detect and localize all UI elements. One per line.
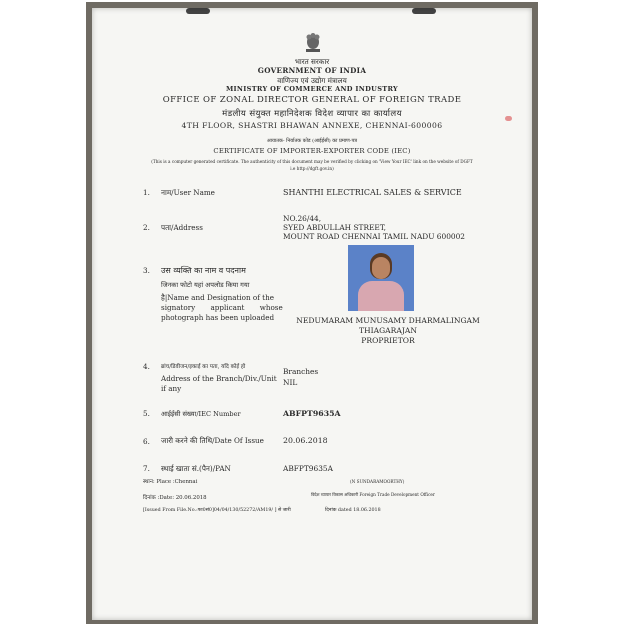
ministry-title: MINISTRY OF COMMERCE AND INDUSTRY (225, 85, 399, 93)
row-number: 2. (143, 223, 150, 232)
address-line: NO.26/44, (283, 214, 322, 223)
hindi-ministry: वाणिज्य एवं उद्योग मंत्रालय (277, 76, 347, 85)
row-label: if any (161, 384, 182, 393)
clip-right-icon (412, 8, 436, 14)
row-label: signatory applicant whose (161, 303, 283, 312)
row-number: 7. (143, 464, 150, 473)
row-label: आईईसी संख्या/IEC Number (161, 410, 241, 418)
applicant-photo (348, 245, 414, 311)
officer-name: (N SUNDARAMOORTHY) (350, 479, 405, 484)
signatory-designation: PROPRIETOR (361, 336, 415, 345)
issued-from: [Issued From File.No.:फा0सं0]04/04/130/52272/AM19/ ] से जारी (143, 508, 291, 513)
row-number: 5. (143, 409, 150, 418)
signatory-name-2: THIAGARAJAN (358, 326, 418, 335)
clip-left-icon (186, 8, 210, 14)
row-number: 6. (143, 437, 150, 446)
row-label: Address of the Branch/Div./Unit (161, 374, 277, 383)
office-address: 4TH FLOOR, SHASTRI BHAWAN ANNEXE, CHENNAI-600006 (181, 121, 443, 130)
iec-number-value: ABFPT9635A (283, 409, 341, 418)
row-label: जारी करने की तिथि/Date Of Issue (161, 436, 264, 445)
government-title: GOVERNMENT OF INDIA (257, 66, 367, 75)
row-label: photograph has been uploaded (161, 313, 275, 322)
row-label: पता/Address (161, 223, 203, 232)
row-label: ब्रांच/डिवीजन/इकाई का पता, यदि कोई हो (161, 364, 246, 370)
place: स्थान: Place :Chennai (143, 479, 198, 485)
user-name-value: SHANTHI ELECTRICAL SALES & SERVICE (283, 188, 462, 197)
row-label: उस व्यक्ति का नाम व पदनाम (161, 266, 246, 275)
date: दिनांक :Date: 20.06.2018 (143, 495, 207, 501)
date-of-issue-value: 20.06.2018 (283, 436, 328, 445)
verification-note-1: (This is a computer generated certificate. The authenticity of this document may be verified by clicking on 'View Your IEC' link on the website of DGFT (151, 159, 473, 164)
row-number: 4. (143, 362, 150, 371)
branches-value: NIL (283, 378, 298, 387)
address-line: SYED ABDULLAH STREET, (283, 223, 387, 232)
hindi-government: भारत सरकार (294, 57, 330, 66)
row-number: 1. (143, 188, 150, 197)
row-label: स्थाई खाता सं.(पैन)/PAN (161, 464, 231, 473)
officer-title: विदेश व्यापार विकास अधिकारी Foreign Trade Development Officer (311, 492, 435, 497)
certificate-title: CERTIFICATE OF IMPORTER-EXPORTER CODE (IEC) (213, 147, 411, 155)
branches-label: Branches (283, 367, 319, 376)
hindi-cert-title: आयातक- निर्यातक कोड (आईईसी) का प्रमाण-पत्र (266, 138, 358, 144)
verification-note-2: i.e http://dgft.gov.in) (290, 166, 334, 171)
pan-value: ABFPT9635A (283, 464, 333, 473)
issued-date: दिनांक dated 18.06.2018 (325, 508, 381, 513)
address-line: MOUNT ROAD CHENNAI TAMIL NADU 600002 (283, 232, 465, 241)
row-number: 3. (143, 266, 150, 275)
hindi-office: मंडलीय संयुक्त महानिदेशक विदेश व्यापार का कार्यालय (222, 109, 402, 119)
signatory-name: NEDUMARAM MUNUSAMY DHARMALINGAM (296, 316, 480, 325)
row-label: है|Name and Designation of the (161, 293, 274, 302)
row-label: जिनका फोटो यहां अपलोड किया गया (161, 281, 250, 289)
office-title: OFFICE OF ZONAL DIRECTOR GENERAL OF FOREIGN TRADE (162, 95, 462, 105)
national-emblem-icon (303, 32, 323, 54)
row-label: नाम/User Name (161, 188, 215, 197)
